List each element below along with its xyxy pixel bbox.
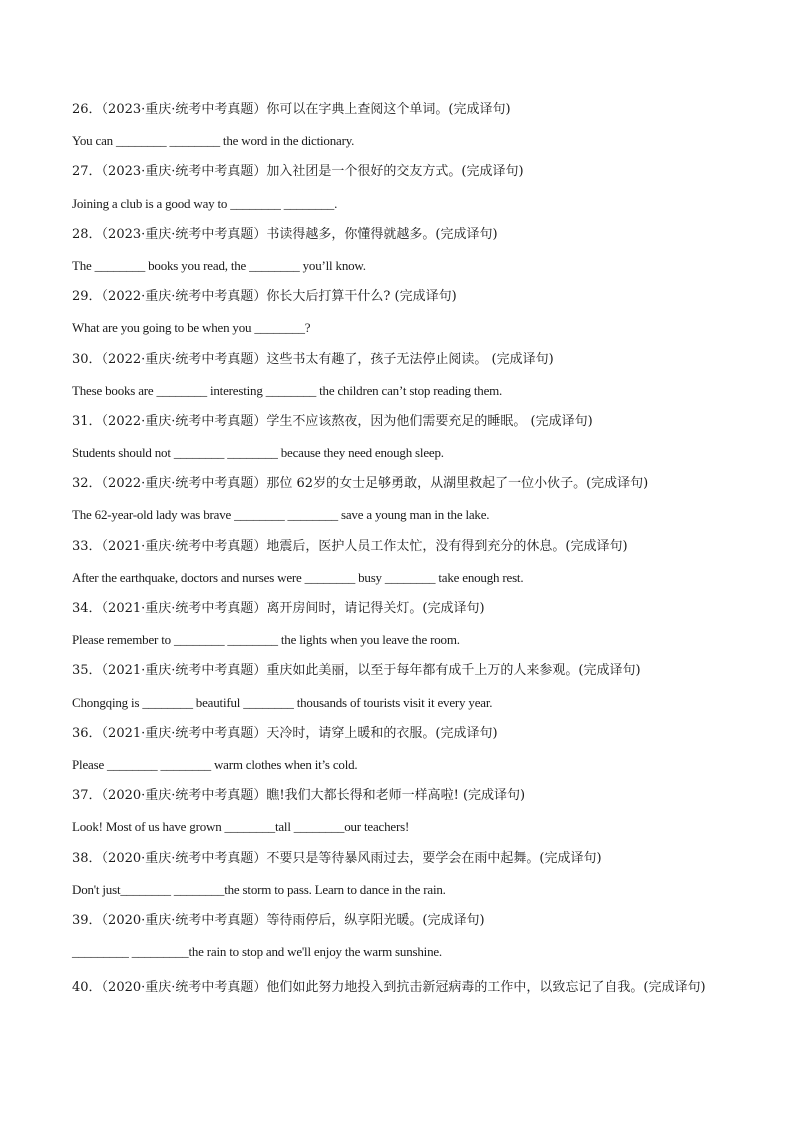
question-29-prompt: 29．（2022·重庆·统考中考真题）你长大后打算干什么? (完成译句) [72, 289, 457, 305]
question-33-answer: After the earthquake, doctors and nurses were ________ busy ________ take enough rest. [72, 569, 524, 585]
question-34-prompt: 34．（2021·重庆·统考中考真题）离开房间时，请记得关灯。(完成译句) [72, 601, 485, 616]
question-29-answer: What are you going to be when you ________? [72, 320, 311, 336]
question-35-prompt: 35．（2021·重庆·统考中考真题）重庆如此美丽，以至于每年都有成千上万的人来参观。(完成译句) [72, 663, 641, 679]
question-30-prompt: 30．（2022·重庆·统考中考真题）这些书太有趣了，孩子无法停止阅读。 (完成译句) [72, 351, 554, 367]
question-38-answer: Don't just________ ________the storm to pass. Learn to dance in the rain. [72, 881, 446, 897]
question-39-prompt: 39．（2020·重庆·统考中考真题）等待雨停后，纵享阳光暖。(完成译句) [72, 912, 485, 928]
question-36-prompt: 36．（2021·重庆·统考中考真题）天冷时，请穿上暖和的衣服。(完成译句) [72, 725, 498, 741]
question-34-answer: Please remember to ________ ________ the lights when you leave the room. [72, 632, 460, 648]
question-40-prompt: 40．（2020·重庆·统考中考真题）他们如此努力地投入到抗击新冠病毒的工作中，以致忘记了自我。(完成译句) [72, 980, 706, 996]
question-31-answer: Students should not ________ ________ because they need enough sleep. [72, 445, 444, 461]
question-26-answer: You can ________ ________ the word in the dictionary. [72, 133, 355, 149]
question-36-answer: Please ________ ________ warm clothes when it’s cold. [72, 756, 358, 772]
question-37-prompt: 37．（2020·重庆·统考中考真题）瞧!我们大都长得和老师一样高啦! (完成译句) [72, 788, 526, 804]
question-27-prompt: 27．（2023·重庆·统考中考真题）加入社团是一个很好的交友方式。(完成译句) [72, 164, 524, 180]
question-37-answer: Look! Most of us have grown ________tall ________our teachers! [72, 819, 410, 835]
question-30-answer: These books are ________ interesting ________ the children can’t stop reading them. [72, 382, 503, 398]
question-32-prompt: 32．（2022·重庆·统考中考真题）那位 62岁的女士足够勇敢，从湖里救起了一位小伙子。(完成译句) [72, 476, 649, 492]
question-28-answer: The ________ books you read, the ________ you’ll know. [72, 257, 366, 273]
question-27-answer: Joining a club is a good way to ________ ________. [72, 195, 338, 211]
question-33-prompt: 33．（2021·重庆·统考中考真题）地震后，医护人员工作太忙，没有得到充分的休息。(完成译句) [72, 538, 628, 554]
question-38-prompt: 38．（2020·重庆·统考中考真题）不要只是等待暴风雨过去，要学会在雨中起舞。(完成译句) [72, 850, 602, 866]
question-39-answer: _________ _________the rain to stop and we'll enjoy the warm sunshine. [72, 944, 442, 960]
question-35-answer: Chongqing is ________ beautiful ________ thousands of tourists visit it every year. [72, 694, 493, 710]
question-31-prompt: 31．（2022·重庆·统考中考真题）学生不应该熬夜，因为他们需要充足的睡眠。 (完成译句) [72, 413, 593, 429]
question-26-prompt: 26．（2023·重庆·统考中考真题）你可以在字典上查阅这个单词。(完成译句) [72, 102, 511, 117]
question-28-prompt: 28．（2023·重庆·统考中考真题）书读得越多，你懂得就越多。(完成译句) [72, 226, 498, 242]
question-list [72, 99, 732, 1003]
question-32-answer: The 62-year-old lady was brave ________ ________ save a young man in the lake. [72, 507, 490, 523]
